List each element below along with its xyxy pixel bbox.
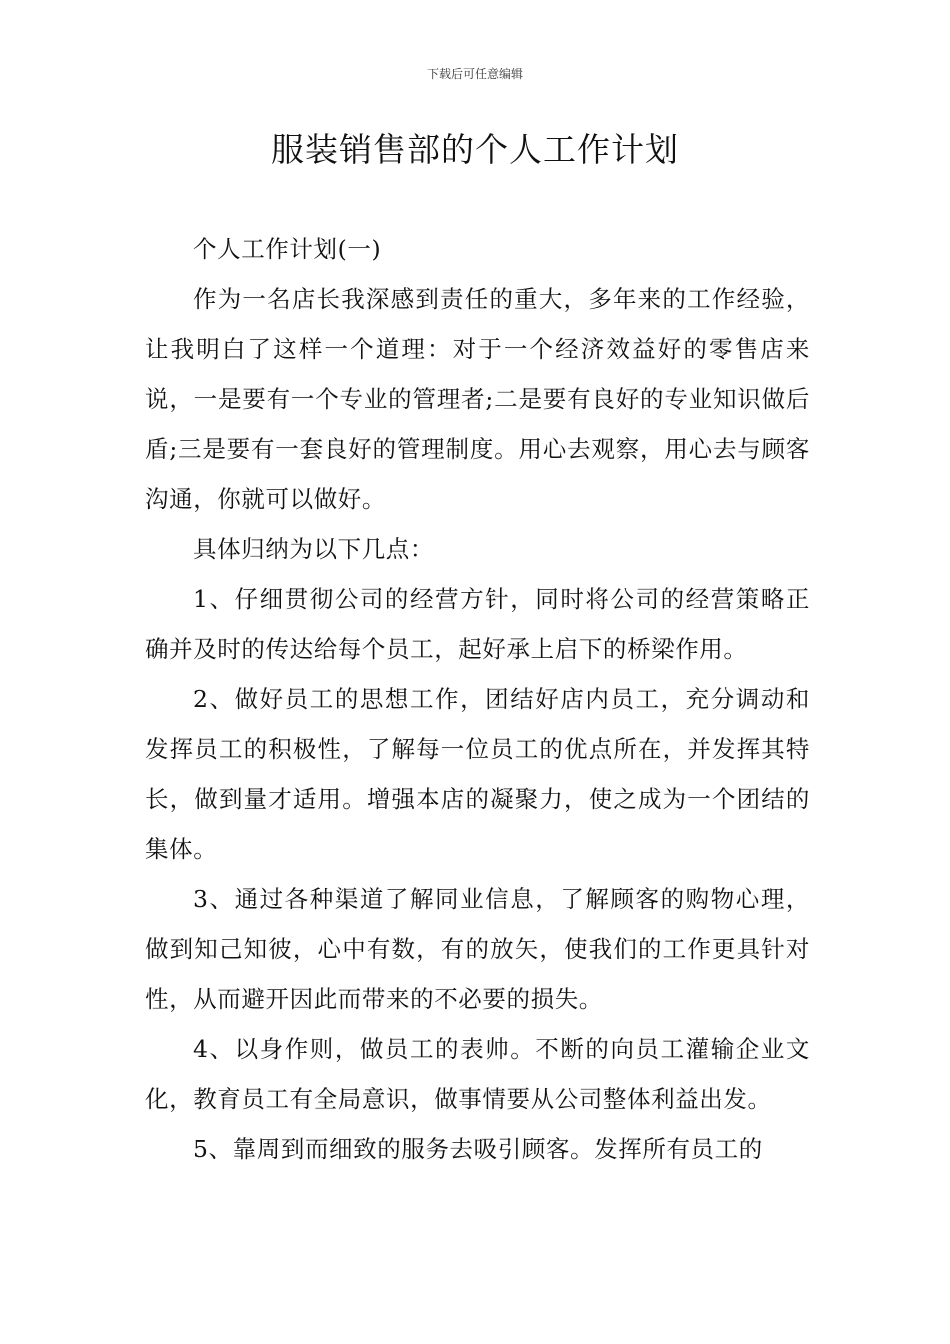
section-heading: 个人工作计划(一) — [193, 235, 382, 263]
list-item-5: 5、靠周到而细致的服务去吸引顾客。发挥所有员工的 — [193, 1135, 763, 1163]
list-item-2: 2、做好员工的思想工作，团结好店内员工，充分调动和发挥员工的积极性，了解每一位员工的优点所在，并发挥其特长，做到量才适用。增强本店的凝聚力，使之成为一个团结的集体。 — [145, 685, 810, 863]
list-item-3: 3、通过各种渠道了解同业信息，了解顾客的购物心理，做到知己知彼，心中有数，有的放矢，使我们的工作更具针对性，从而避开因此而带来的不必要的损失。 — [145, 885, 810, 1013]
document-title: 服装销售部的个人工作计划 — [271, 130, 679, 169]
list-item-1: 1、仔细贯彻公司的经营方针，同时将公司的经营策略正确并及时的传达给每个员工，起好承上启下的桥梁作用。 — [145, 585, 810, 663]
document-body — [145, 224, 810, 1174]
list-item-4: 4、以身作则，做员工的表帅。不断的向员工灌输企业文化，教育员工有全局意识，做事情要从公司整体利益出发。 — [145, 1035, 810, 1113]
header-note: 下载后可任意编辑 — [426, 67, 523, 81]
paragraph-summary-lead: 具体归纳为以下几点： — [193, 535, 434, 563]
paragraph-intro: 作为一名店长我深感到责任的重大，多年来的工作经验，让我明白了这样一个道理：对于一个经济效益好的零售店来说，一是要有一个专业的管理者;二是要有良好的专业知识做后盾;三是要有一套良好的管理制度。用心去观察，用心去与顾客沟通，你就可以做好。 — [145, 285, 810, 513]
